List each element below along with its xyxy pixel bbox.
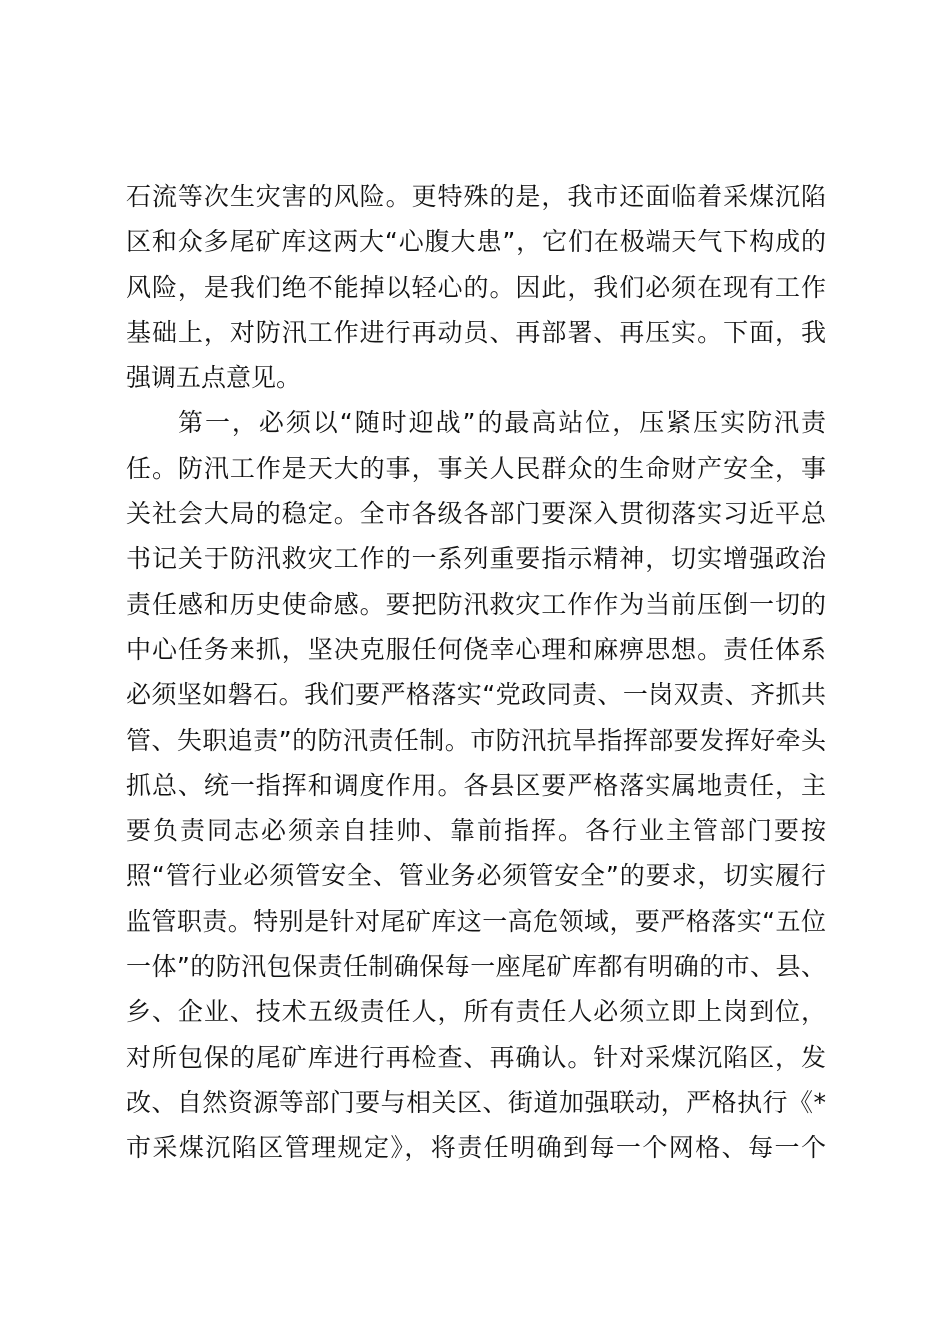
text-line: 中心任务来抓，坚决克服任何侥幸心理和麻痹思想。责任体系 [126, 634, 826, 664]
text-line: 石流等次生灾害的风险。更特殊的是，我市还面临着采煤沉陷 [126, 182, 826, 211]
text-line: 必须坚如磐石。我们要严格落实“党政同责、一岗双责、齐抓共 [126, 680, 826, 710]
text-line: 书记关于防汛救灾工作的一系列重要指示精神，切实增强政治 [126, 544, 826, 574]
text-line: 一体”的防汛包保责任制确保每一座尾矿库都有明确的市、县、 [126, 952, 826, 982]
text-line: 改、自然资源等部门要与相关区、街道加强联动，严格执行《* [126, 1087, 826, 1117]
text-line: 关社会大局的稳定。全市各级各部门要深入贯彻落实习近平总 [126, 499, 826, 529]
text-line: 任。防汛工作是天大的事，事关人民群众的生命财产安全，事 [126, 453, 826, 483]
text-line: 抓总、统一指挥和调度作用。各县区要严格落实属地责任，主 [126, 770, 826, 800]
text-line: 区和众多尾矿库这两大“心腹大患”，它们在极端天气下构成的 [126, 227, 826, 257]
text-line: 监管职责。特别是针对尾矿库这一高危领域，要严格落实“五位 [126, 906, 826, 936]
text-line: 对所包保的尾矿库进行再检查、再确认。针对采煤沉陷区，发 [126, 1042, 826, 1072]
text-line: 市采煤沉陷区管理规定》，将责任明确到每一个网格、每一个 [126, 1133, 826, 1163]
paragraph-first-line: 第一，必须以“随时迎战”的最高站位，压紧压实防汛责 [178, 408, 826, 438]
text-line: 强调五点意见。 [126, 363, 302, 393]
body-text [126, 174, 826, 1171]
text-line: 基础上，对防汛工作进行再动员、再部署、再压实。下面，我 [126, 317, 826, 347]
text-line: 责任感和历史使命感。要把防汛救灾工作作为当前压倒一切的 [126, 589, 826, 619]
text-line: 照“管行业必须管安全、管业务必须管安全”的要求，切实履行 [126, 861, 826, 891]
text-line: 管、失职追责”的防汛责任制。市防汛抗旱指挥部要发挥好牵头 [126, 725, 826, 755]
text-line: 乡、企业、技术五级责任人，所有责任人必须立即上岗到位， [126, 997, 826, 1027]
text-line: 风险，是我们绝不能掉以轻心的。因此，我们必须在现有工作 [126, 272, 826, 302]
text-line: 要负责同志必须亲自挂帅、靠前指挥。各行业主管部门要按 [126, 816, 826, 846]
